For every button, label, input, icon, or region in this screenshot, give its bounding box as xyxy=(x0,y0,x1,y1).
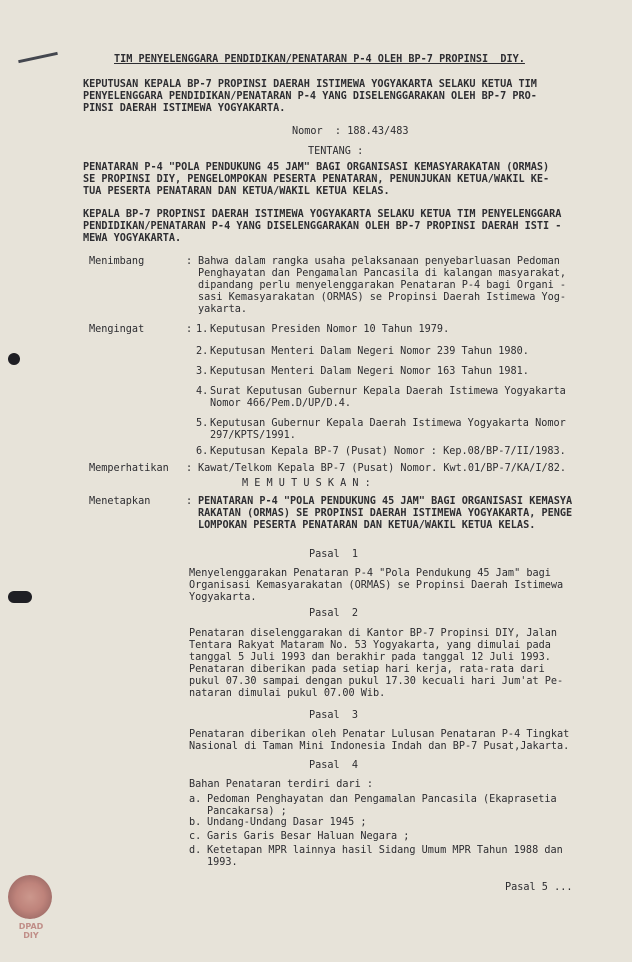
pasal-4-item-a-line-1: Pedoman Penghayatan dan Pengamalan Pancasila (Ekaprasetia xyxy=(207,794,557,805)
menimbang-label: Menimbang xyxy=(89,256,145,267)
archive-stamp-text xyxy=(9,922,53,940)
pasal-4-intro: Bahan Penataran terdiri dari : xyxy=(189,779,374,790)
mengingat-item-4-line-2: Nomor 466/Pem.D/UP/D.4. xyxy=(210,398,352,409)
title-line-2: PENYELENGGARA PENDIDIKAN/PENATARAN P-4 YANG DISELENGGARAKAN OLEH BP-7 PRO- xyxy=(83,91,537,102)
memperhatikan-label: Memperhatikan xyxy=(89,463,169,474)
menimbang-line-1: Bahwa dalam rangka usaha pelaksanaan penyebarluasan Pedoman xyxy=(198,256,560,267)
memperhatikan-colon: : xyxy=(186,463,193,474)
continuation-marker: Pasal 5 ... xyxy=(505,882,573,893)
title-line-1: KEPUTUSAN KEPALA BP-7 PROPINSI DAERAH ISTIMEWA YOGYAKARTA SELAKU KETUA TIM xyxy=(83,79,537,90)
pasal-1-title: Pasal 1 xyxy=(309,549,359,560)
kepala-line-3: MEWA YOGYAKARTA. xyxy=(83,233,182,244)
pasal-3-line-1: Penataran diberikan oleh Penatar Lulusan Penataran P-4 Tingkat xyxy=(189,729,570,740)
mengingat-item-5-line-2: 297/KPTS/1991. xyxy=(210,430,296,441)
mengingat-item-2-num: 2. xyxy=(196,346,209,357)
menetapkan-label: Menetapkan xyxy=(89,496,151,507)
mengingat-item-3-num: 3. xyxy=(196,366,209,377)
menetapkan-line-1: PENATARAN P-4 "POLA PENDUKUNG 45 JAM" BAGI ORGANISASI KEMASYA xyxy=(198,496,573,507)
menetapkan-colon: : xyxy=(186,496,193,507)
pasal-2-line-1: Penataran diselenggarakan di Kantor BP-7 Propinsi DIY, Jalan xyxy=(189,628,558,639)
pasal-4-title: Pasal 4 xyxy=(309,760,359,771)
menetapkan-line-2: RAKATAN (ORMAS) SE PROPINSI DAERAH ISTIMEWA YOGYAKARTA, PENGE xyxy=(198,508,573,519)
pasal-1-line-1: Menyelenggarakan Penataran P-4 "Pola Pendukung 45 Jam" bagi xyxy=(189,568,551,579)
memperhatikan-text: Kawat/Telkom Kepala BP-7 (Pusat) Nomor. Kwt.01/BP-7/KA/I/82. xyxy=(198,463,567,474)
mengingat-item-3: Keputusan Menteri Dalam Negeri Nomor 163 Tahun 1981. xyxy=(210,366,529,377)
menimbang-colon: : xyxy=(186,256,193,267)
nomor: Nomor : 188.43/483 xyxy=(292,126,409,137)
subject-line-3: TUA PESERTA PENATARAN DAN KETUA/WAKIL KETUA KELAS. xyxy=(83,186,390,197)
pasal-1-line-2: Organisasi Kemasyarakatan (ORMAS) se Propinsi Daerah Istimewa xyxy=(189,580,564,591)
kepala-line-1: KEPALA BP-7 PROPINSI DAERAH ISTIMEWA YOGYAKARTA SELAKU KETUA TIM PENYELENGGARA xyxy=(83,209,562,220)
tentang: TENTANG : xyxy=(308,146,364,157)
pasal-4-item-d-line-1: Ketetapan MPR lainnya hasil Sidang Umum MPR Tahun 1988 dan xyxy=(207,845,563,856)
stamp-text-line-1: DPAD xyxy=(18,922,44,931)
pasal-1-line-3: Yogyakarta. xyxy=(189,592,257,603)
menimbang-line-4: sasi Kemasyarakatan (ORMAS) se Propinsi Daerah Istimewa Yog- xyxy=(198,292,567,303)
mengingat-item-6-num: 6. xyxy=(196,446,209,457)
mengingat-label: Mengingat xyxy=(89,324,145,335)
mengingat-item-1-num: 1. xyxy=(196,324,209,335)
pasal-4-item-d-num: d. xyxy=(189,845,202,856)
letterhead: TIM PENYELENGGARA PENDIDIKAN/PENATARAN P-4 OLEH BP-7 PROPINSI DIY. xyxy=(114,54,525,65)
mengingat-item-5-line-1: Keputusan Gubernur Kepala Daerah Istimewa Yogyakarta Nomor xyxy=(210,418,566,429)
pasal-2-line-2: Tentara Rakyat Mataram No. 53 Yogyakarta, yang dimulai pada xyxy=(189,640,551,651)
menimbang-line-3: dipandang perlu menyelenggarakan Penataran P-4 bagi Organi - xyxy=(198,280,567,291)
mengingat-colon: : xyxy=(186,324,193,335)
pasal-2-line-4: Penataran diberikan pada setiap hari kerja, rata-rata dari xyxy=(189,664,545,675)
menimbang-line-2: Penghayatan dan Pengamalan Pancasila di kalangan masyarakat, xyxy=(198,268,567,279)
archive-stamp-logo xyxy=(8,875,52,919)
pasal-4-item-a-line-2: Pancakarsa) ; xyxy=(207,806,287,817)
subject-line-1: PENATARAN P-4 "POLA PENDUKUNG 45 JAM" BAGI ORGANISASI KEMASYARAKATAN (ORMAS) xyxy=(83,162,550,173)
pasal-3-line-2: Nasional di Taman Mini Indonesia Indah dan BP-7 Pusat,Jakarta. xyxy=(189,741,570,752)
pasal-4-item-c-num: c. xyxy=(189,831,202,842)
menetapkan-line-3: LOMPOKAN PESERTA PENATARAN DAN KETUA/WAKIL KETUA KELAS. xyxy=(198,520,536,531)
mengingat-item-5-num: 5. xyxy=(196,418,209,429)
pen-mark xyxy=(18,52,58,63)
pasal-4-item-b: Undang-Undang Dasar 1945 ; xyxy=(207,817,367,828)
kepala-line-2: PENDIDIKAN/PENATARAN P-4 YANG DISELENGGARAKAN OLEH BP-7 PROPINSI DAERAH ISTI - xyxy=(83,221,562,232)
mengingat-item-1: Keputusan Presiden Nomor 10 Tahun 1979. xyxy=(210,324,450,335)
title-line-3: PINSI DAERAH ISTIMEWA YOGYAKARTA. xyxy=(83,103,286,114)
pasal-2-title: Pasal 2 xyxy=(309,608,359,619)
pasal-2-line-3: tanggal 5 Juli 1993 dan berakhir pada tanggal 12 Juli 1993. xyxy=(189,652,551,663)
pasal-2-line-6: nataran dimulai pukul 07.00 Wib. xyxy=(189,688,386,699)
pasal-4-item-a-num: a. xyxy=(189,794,202,805)
pasal-4-item-c: Garis Garis Besar Haluan Negara ; xyxy=(207,831,410,842)
punch-hole-bottom xyxy=(8,591,32,603)
punch-hole-top xyxy=(8,353,20,365)
pasal-3-title: Pasal 3 xyxy=(309,710,359,721)
mengingat-item-4-line-1: Surat Keputusan Gubernur Kepala Daerah Istimewa Yogyakarta xyxy=(210,386,566,397)
subject-line-2: SE PROPINSI DIY, PENGELOMPOKAN PESERTA PENATARAN, PENUNJUKAN KETUA/WAKIL KE- xyxy=(83,174,550,185)
mengingat-item-6: Keputusan Kepala BP-7 (Pusat) Nomor : Kep.08/BP-7/II/1983. xyxy=(210,446,566,457)
memutuskan-heading: M E M U T U S K A N : xyxy=(242,478,371,489)
mengingat-item-2: Keputusan Menteri Dalam Negeri Nomor 239 Tahun 1980. xyxy=(210,346,529,357)
menimbang-line-5: yakarta. xyxy=(198,304,248,315)
pasal-4-item-b-num: b. xyxy=(189,817,202,828)
pasal-2-line-5: pukul 07.30 sampai dengan pukul 17.30 kecuali hari Jum'at Pe- xyxy=(189,676,564,687)
mengingat-item-4-num: 4. xyxy=(196,386,209,397)
pasal-4-item-d-line-2: 1993. xyxy=(207,857,238,868)
stamp-text-line-2: DIY xyxy=(23,931,39,940)
